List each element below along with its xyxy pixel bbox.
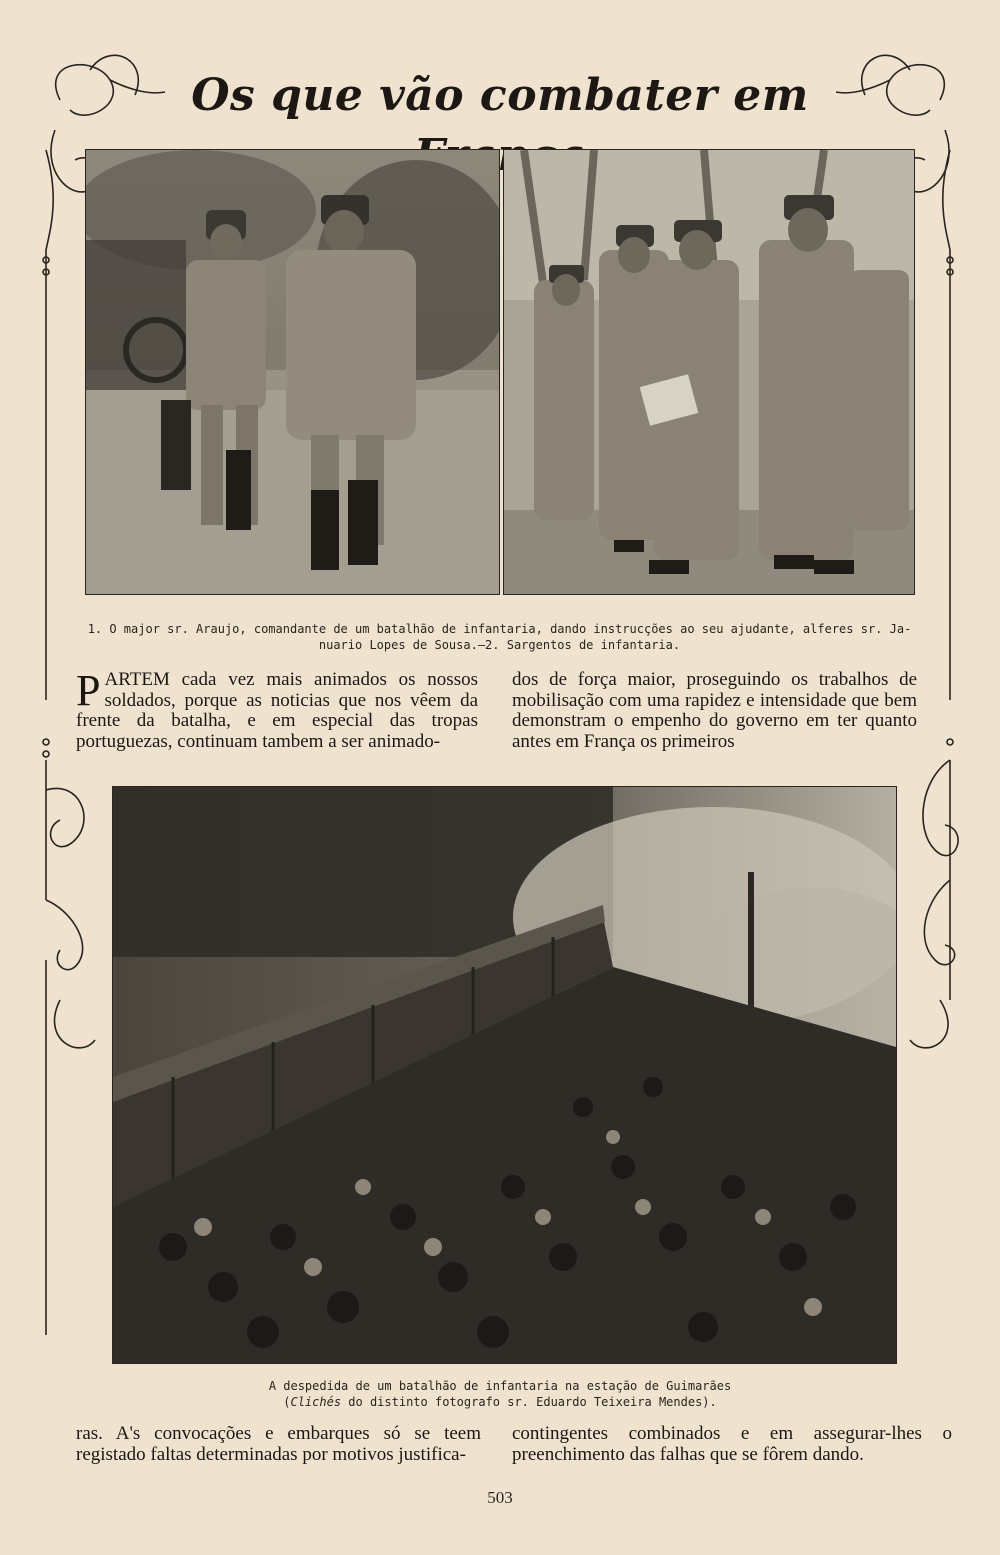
photo-train-departure xyxy=(112,786,897,1364)
page-number: 503 xyxy=(487,1488,513,1507)
photo-sergeants xyxy=(503,149,915,595)
credit-open: ( xyxy=(283,1395,291,1409)
photo-caption-top xyxy=(72,621,927,653)
article-col1-text: ARTEM cada vez mais animados os nossos soldados, porque as noticias que nos vêem da frente da batalha, e em especial das tropas portuguezas, continuam tambem a ser animado- xyxy=(76,669,478,752)
caption-bottom-line-1: A despedida de um batalhão de infantaria na estação de Guimarães xyxy=(268,1379,732,1393)
caption-bottom-credit xyxy=(150,1394,850,1410)
credit-rest: do distinto fotografo sr. Eduardo Teixeira Mendes). xyxy=(341,1395,717,1409)
article-column-1 xyxy=(76,666,478,752)
article-col3-text: ras. A's convocações e embarques só se teem registado faltas determinadas por motivos justifica- xyxy=(76,1423,481,1465)
caption-top-line-2: nuario Lopes de Sousa.—2. Sargentos de infantaria. xyxy=(318,638,681,652)
article-col4-text: contingentes combinados e em assegurar-lhes o preenchimento das falhas que se fôrem dando. xyxy=(512,1423,952,1465)
article-col2-text: dos de força maior, proseguindo os trabalhos de mobilisação com uma rapidez e intensidade que bem demonstram o empenho do governo em ter quanto antes em França os primeiros xyxy=(512,669,917,752)
drop-cap: P xyxy=(76,666,101,715)
caption-top-line-1: 1. O major sr. Araujo, comandante de um batalhão de infantaria, dando instrucções ao seu ajudante, alferes sr. Ja- xyxy=(87,622,912,636)
article-column-4 xyxy=(512,1424,952,1465)
page-title: Os que vão combater em xyxy=(191,70,809,121)
credit-italic-word: Clichés xyxy=(290,1395,342,1409)
photo-caption-bottom xyxy=(150,1378,850,1410)
article-column-2 xyxy=(512,670,917,752)
photo-officers xyxy=(85,149,500,595)
article-column-3 xyxy=(76,1424,481,1465)
